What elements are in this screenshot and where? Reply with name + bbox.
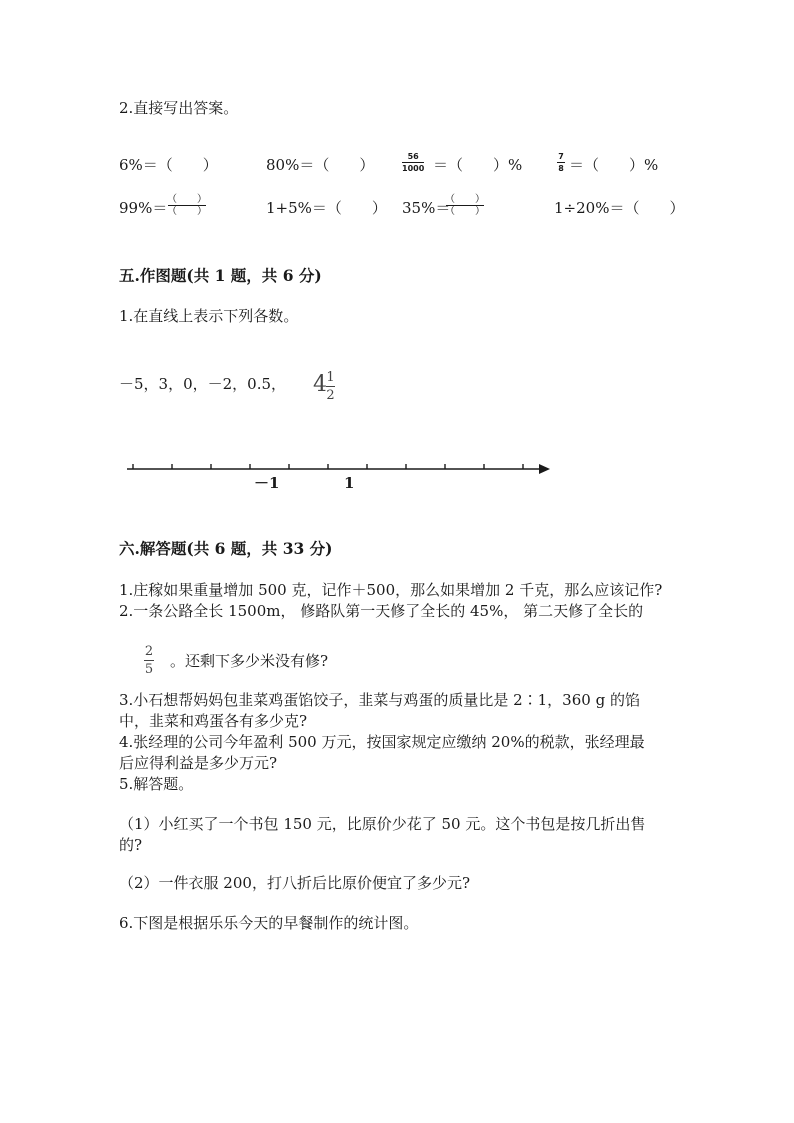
question-text: 1.在直线上表示下列各数。 (119, 307, 299, 325)
question-text: 2.一条公路全长 1500m， 修路队第一天修了全长的 45%， 第二天修了全长的 (119, 602, 644, 620)
fraction-bar (402, 162, 424, 163)
fraction (402, 152, 424, 173)
fraction-numerator: 2 (144, 644, 154, 659)
mixed-number-whole: 4 (313, 372, 327, 397)
question-text: 的? (119, 836, 143, 854)
calc-item: 80%＝（ ） (266, 156, 375, 174)
fraction-numerator: 7 (558, 152, 564, 161)
fraction-bar (326, 386, 335, 387)
fraction-numerator: 1 (326, 370, 335, 385)
question-text: （1）小红买了一个书包 150 元，比原价少花了 50 元。这个书包是按几折出售 (119, 815, 646, 833)
fraction-denominator: 2 (326, 388, 335, 403)
fraction-blank (445, 194, 485, 217)
question-text: 后应得利益是多少万元? (119, 754, 278, 772)
calc-item: 35%＝ (402, 199, 451, 217)
calc-item: 6%＝（ ） (119, 156, 218, 174)
axis-label-1: 1 (344, 474, 355, 492)
fraction (557, 152, 565, 173)
fraction-blank (167, 194, 207, 217)
calc-item: ＝（ ）% (569, 156, 659, 174)
question-text: 中，韭菜和鸡蛋各有多少克? (119, 712, 308, 730)
fraction-denominator: 5 (144, 662, 154, 677)
question-text: 5.解答题。 (119, 775, 194, 793)
calc-item: ＝（ ）% (433, 156, 523, 174)
question-text: 4.张经理的公司今年盈利 500 万元，按国家规定应缴纳 20%的税款，张经理最 (119, 733, 645, 751)
question-text: （2）一件衣服 200，打八折后比原价便宜了多少元? (119, 874, 470, 892)
fraction-numerator: （ ） (167, 194, 207, 205)
mixed-number-fraction (326, 370, 335, 403)
question-text: 6.下图是根据乐乐今天的早餐制作的统计图。 (119, 914, 419, 932)
question-text: 1.庄稼如果重量增加 500 克，记作＋500，那么如果增加 2 千克，那么应该记作? (119, 581, 663, 599)
fraction-numerator: 56 (407, 152, 419, 161)
fraction-numerator: （ ） (445, 194, 485, 205)
calc-item: 1+5%＝（ ） (266, 199, 387, 217)
numbers-list: －5，3，0，－2，0.5， (119, 375, 287, 393)
axis-label-neg1: －1 (254, 474, 280, 492)
question-text: 。还剩下多少米没有修? (170, 652, 329, 670)
fraction-bar (144, 660, 154, 661)
section-title: 六.解答题(共 6 题，共 33 分) (119, 539, 333, 558)
question-title: 2.直接写出答案。 (119, 99, 239, 117)
fraction-denominator: （ ） (445, 206, 485, 217)
fraction-denominator: 1000 (402, 164, 425, 173)
number-line (0, 448, 794, 508)
section-title: 五.作图题(共 1 题，共 6 分) (119, 266, 322, 285)
calc-item: 99%＝ (119, 199, 168, 217)
question-text: 3.小石想帮妈妈包韭菜鸡蛋馅饺子，韭菜与鸡蛋的质量比是 2∶1，360 g 的馅 (119, 691, 640, 709)
fraction (144, 644, 154, 677)
fraction-denominator: 8 (558, 164, 564, 173)
fraction-denominator: （ ） (167, 206, 207, 217)
calc-item: 1÷20%＝（ ） (554, 199, 685, 217)
fraction-bar (557, 162, 565, 163)
number-line-arrow (539, 464, 550, 474)
